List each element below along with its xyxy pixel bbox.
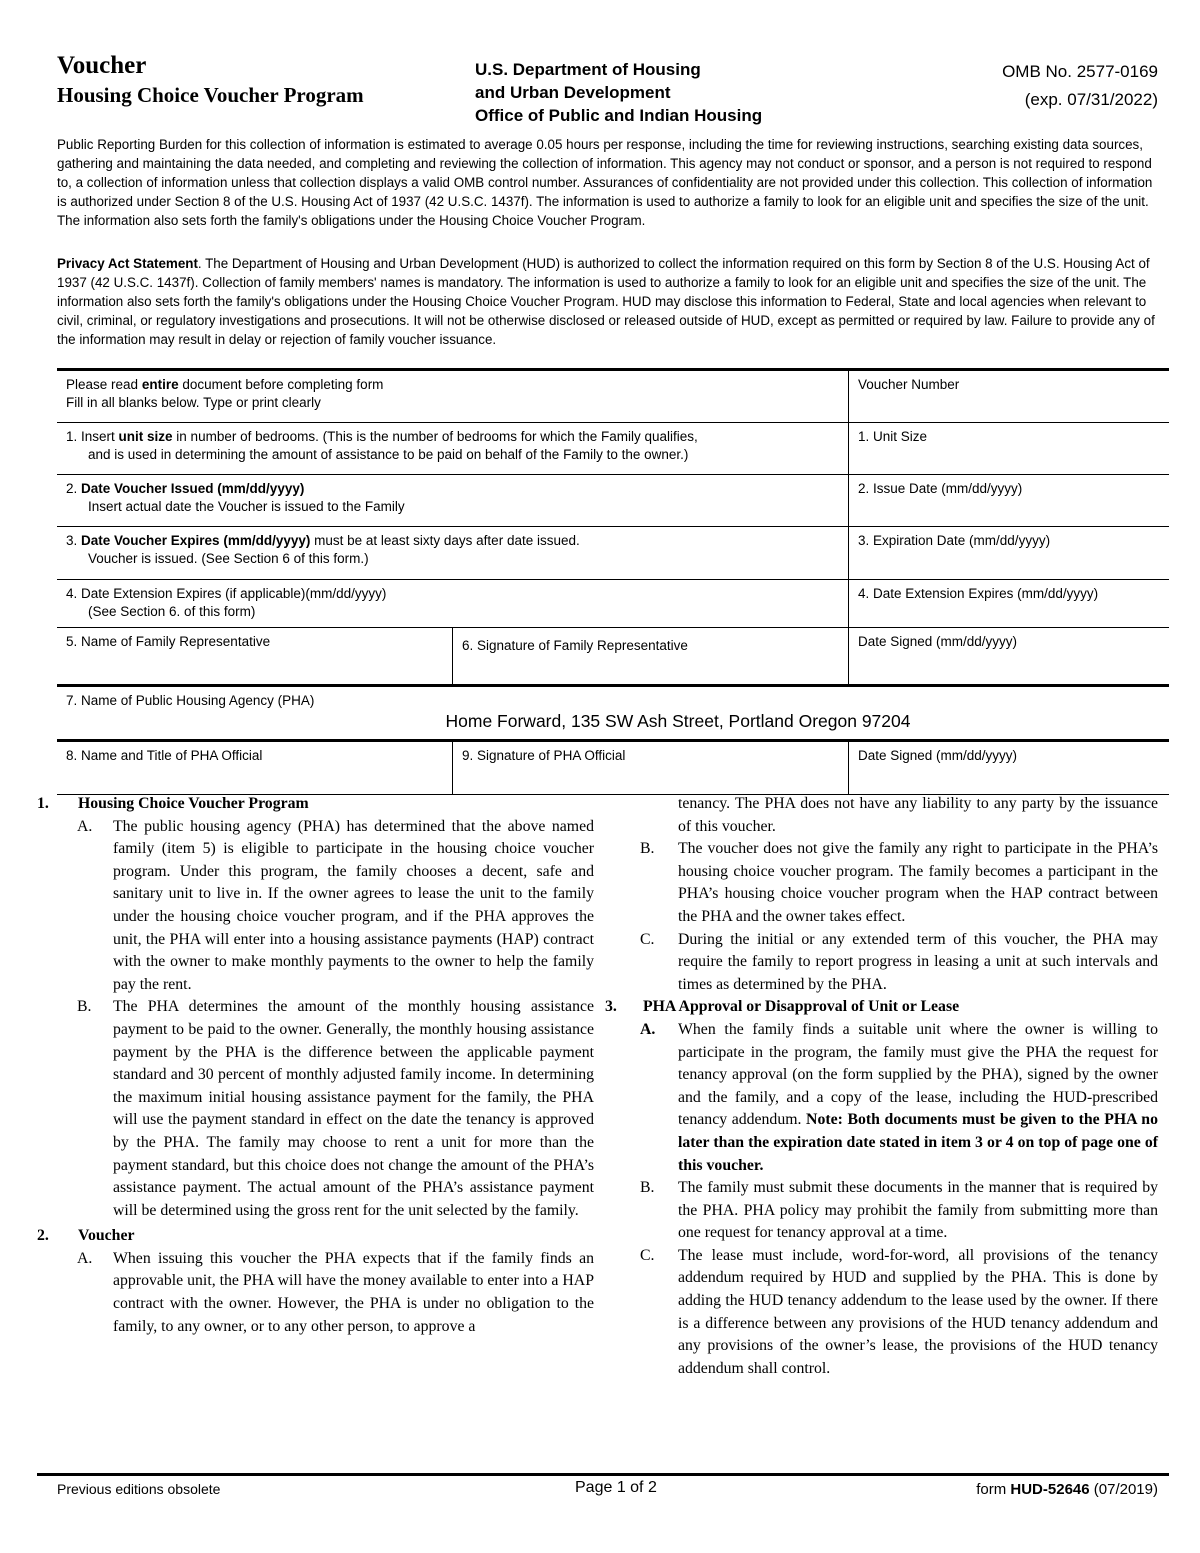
footer-left: Previous editions obsolete bbox=[57, 1481, 221, 1497]
pha-official-name-field[interactable]: 8. Name and Title of PHA Official bbox=[57, 742, 453, 794]
section-1-heading: 1. Housing Choice Voucher Program bbox=[37, 795, 309, 812]
section-2-item-a-continued: tenancy. The PHA does not have any liability to any party by the issuance of this voucher. bbox=[678, 795, 1158, 835]
pha-name-value[interactable]: Home Forward, 135 SW Ash Street, Portland Oregon 97204 bbox=[445, 711, 911, 731]
body-right-column bbox=[605, 793, 1158, 1380]
form-subtitle: Housing Choice Voucher Program bbox=[57, 83, 364, 107]
form-title: Voucher bbox=[57, 52, 147, 79]
omb-block bbox=[1002, 58, 1158, 114]
voucher-number-field[interactable]: Voucher Number bbox=[858, 377, 960, 392]
footer-rule bbox=[37, 1473, 1169, 1476]
department-block bbox=[475, 58, 762, 127]
form-row-extension-date: 4. Date Extension Expires (if applicable)(mm/dd/yyyy) (See Section 6. of this form) 4. Date Extension Expires (mm/dd/yyyy) bbox=[57, 579, 1169, 627]
section-1-item-b: B. The PHA determines the amount of the monthly housing assistance payment to be paid to the owner. Generally, the monthly housing assistance payment by the PHA is the difference between the applicable payment standard and 30 percent of monthly adjusted family income. In determining the maximum initial housing assistance payment for the family, the PHA will use the payment standard in effect on the date the tenancy is approved by the PHA. The family may choose to rent a unit for more than the payment standard, but this choice does not change the amount of the PHA’s assistance payment. The actual amount of the PHA’s assistance payment will be determined using the gross rent for the unit selected by the family. bbox=[77, 998, 594, 1219]
department-line-3: Office of Public and Indian Housing bbox=[475, 106, 763, 125]
form-number: form HUD-52646 (07/2019) bbox=[976, 1481, 1158, 1498]
section-3-item-b: B. The family must submit these documents in the manner that is required by the PHA. PHA policy may prohibit the family from submitting more than one request for tenancy approval at a time. bbox=[640, 1179, 1158, 1242]
header-left bbox=[57, 52, 364, 110]
family-date-signed-field[interactable]: Date Signed (mm/dd/yyyy) bbox=[858, 634, 1018, 649]
privacy-act-text: . The Department of Housing and Urban Development (HUD) is authorized to collect the information required on this form by Section 8 of the U.S. Housing Act of 1937 (42 U.S.C. 1437f). Collection of family members' names is mandatory. The information is used to authorize a family to look for an eligible unit and specifies the size of the unit. The information also sets forth the family's obligations under the Housing Choice Voucher Program. HUD may disclose this information to Federal, State and local agencies when relevant to civil, criminal, or regulatory investigations and prosecutions. It will not be otherwise disclosed or released outside of HUD, except as permitted or required by law. Failure to provide any of the information may result in delay or rejection of family voucher issuance. bbox=[57, 256, 1155, 347]
unit-size-field[interactable]: 1. Unit Size bbox=[858, 429, 928, 444]
section-2-item-a: A. When issuing this voucher the PHA expects that if the family finds an approvable unit, the PHA will have the money available to enter into a HAP contract with the owner. However, the PHA is under no obligation to the family, to any owner, or to any other person, to approve a bbox=[77, 1249, 594, 1335]
form-row-pha-official bbox=[57, 739, 1169, 795]
section-2-item-b: B. The voucher does not give the family any right to participate in the PHA’s housing choice voucher program. The family becomes a participant in the PHA’s housing choice voucher program when the HAP contract between the PHA and the owner takes effect. bbox=[640, 840, 1158, 925]
omb-number: OMB No. 2577-0169 bbox=[1002, 62, 1158, 81]
form-row-expiration-date: 3. Date Voucher Expires (mm/dd/yyyy) must be at least sixty days after date issued. Voucher is issued. (See Section 6 of this form.) 3. Expiration Date (mm/dd/yyyy) bbox=[57, 526, 1169, 579]
expiration-date-field[interactable]: 3. Expiration Date (mm/dd/yyyy) bbox=[858, 533, 1051, 548]
section-1-item-a: A. The public housing agency (PHA) has determined that the above named family (item 5) is eligible to participate in the housing choice voucher program. Under this program, the family chooses a decent, safe and sanitary unit to live in. If the owner agrees to lease the unit to the family under the housing choice voucher program, and if the PHA approves the unit, the PHA will enter into a housing assistance payments (HAP) contract with the owner to make monthly payments to the owner to help the family pay the rent. bbox=[77, 817, 594, 993]
form-row-issue-date: 2. Date Voucher Issued (mm/dd/yyyy) Insert actual date the Voucher is issued to the Family 2. Issue Date (mm/dd/yyyy) bbox=[57, 474, 1169, 526]
department-line-2: and Urban Development bbox=[475, 83, 671, 102]
form-row-instructions: Please read entire document before completing form Fill in all blanks below. Type or print clearly Voucher Number bbox=[57, 368, 1169, 422]
family-representative-signature-field[interactable]: 6. Signature of Family Representative bbox=[453, 628, 849, 684]
voucher-form-table bbox=[57, 368, 1169, 795]
page-number: Page 1 of 2 bbox=[575, 1479, 657, 1496]
section-2-heading: 2. Voucher bbox=[37, 1227, 135, 1245]
department-line-1: U.S. Department of Housing bbox=[475, 60, 701, 79]
section-3-note: Note: Both documents must be given to the PHA no later than the expiration date stated in item 3 or 4 on top of page one of this voucher. bbox=[678, 1111, 1158, 1174]
section-3-item-c: C. The lease must include, word-for-word, all provisions of the tenancy addendum required by HUD and supplied by the PHA. This is done by adding the HUD tenancy addendum to the lease used by the owner. If there is a difference between any provisions of the HUD tenancy addendum and any provisions of the owner’s lease, the provisions of the HUD tenancy addendum shall control. bbox=[640, 1246, 1158, 1377]
burden-statement: Public Reporting Burden for this collection of information is estimated to average 0.05 hours per response, including the time for reviewing instructions, searching existing data sources, gathering and maintaining the data needed, and completing and reviewing the collection of information. This agency may not conduct or sponsor, and a person is not required to respond to, a collection of information unless that collection displays a valid OMB control number. Assurances of confidentiality are not provided under this collection. This collection of information is authorized under Section 8 of the U.S. Housing Act of 1937 (42 U.S.C. 1437f). The information is used to authorize a family to look for an eligible unit and specifies the size of the unit. The information also sets forth the family's obligations under the Housing Choice Voucher Program. bbox=[57, 137, 1153, 228]
section-3-item-a: A. When the family finds a suitable unit where the owner is willing to participate in the program, the family must give the PHA the request for tenancy approval (on the form supplied by the PHA), signed by the owner and the family, and a copy of the lease, including the HUD-prescribed tenancy addendum. Note: Both documents must be given to the PHA no later than the expiration date stated in item 3 or 4 on top of page one of this voucher. bbox=[640, 1020, 1158, 1174]
form-row-family-representative bbox=[57, 627, 1169, 684]
extension-date-field[interactable]: 4. Date Extension Expires (mm/dd/yyyy) bbox=[858, 586, 1099, 601]
section-2-item-c: C. During the initial or any extended term of this voucher, the PHA may require the family to report progress in leasing a unit at such intervals and times as determined by the PHA. bbox=[640, 930, 1158, 993]
omb-expiry: (exp. 07/31/2022) bbox=[1024, 90, 1158, 109]
pha-date-signed-field[interactable]: Date Signed (mm/dd/yyyy) bbox=[858, 748, 1018, 763]
body-left-column bbox=[37, 793, 594, 1338]
issue-date-field[interactable]: 2. Issue Date (mm/dd/yyyy) bbox=[858, 481, 1023, 496]
family-representative-name-field[interactable]: 5. Name of Family Representative bbox=[57, 628, 453, 684]
form-row-unit-size: 1. Insert unit size in number of bedrooms. (This is the number of bedrooms for which the Family qualifies, and is used in determining the amount of assistance to be paid on behalf of the Family to the owner.) 1. Unit Size bbox=[57, 422, 1169, 474]
privacy-act-statement bbox=[57, 254, 1163, 349]
pha-official-signature-field[interactable]: 9. Signature of PHA Official bbox=[453, 742, 849, 794]
form-row-pha-name: 7. Name of Public Housing Agency (PHA) Home Forward, 135 SW Ash Street, Portland Oregon 97204 bbox=[57, 684, 1169, 739]
privacy-act-label: Privacy Act Statement bbox=[57, 256, 198, 271]
section-3-heading: 3. PHA Approval or Disapproval of Unit or Lease bbox=[605, 998, 960, 1016]
